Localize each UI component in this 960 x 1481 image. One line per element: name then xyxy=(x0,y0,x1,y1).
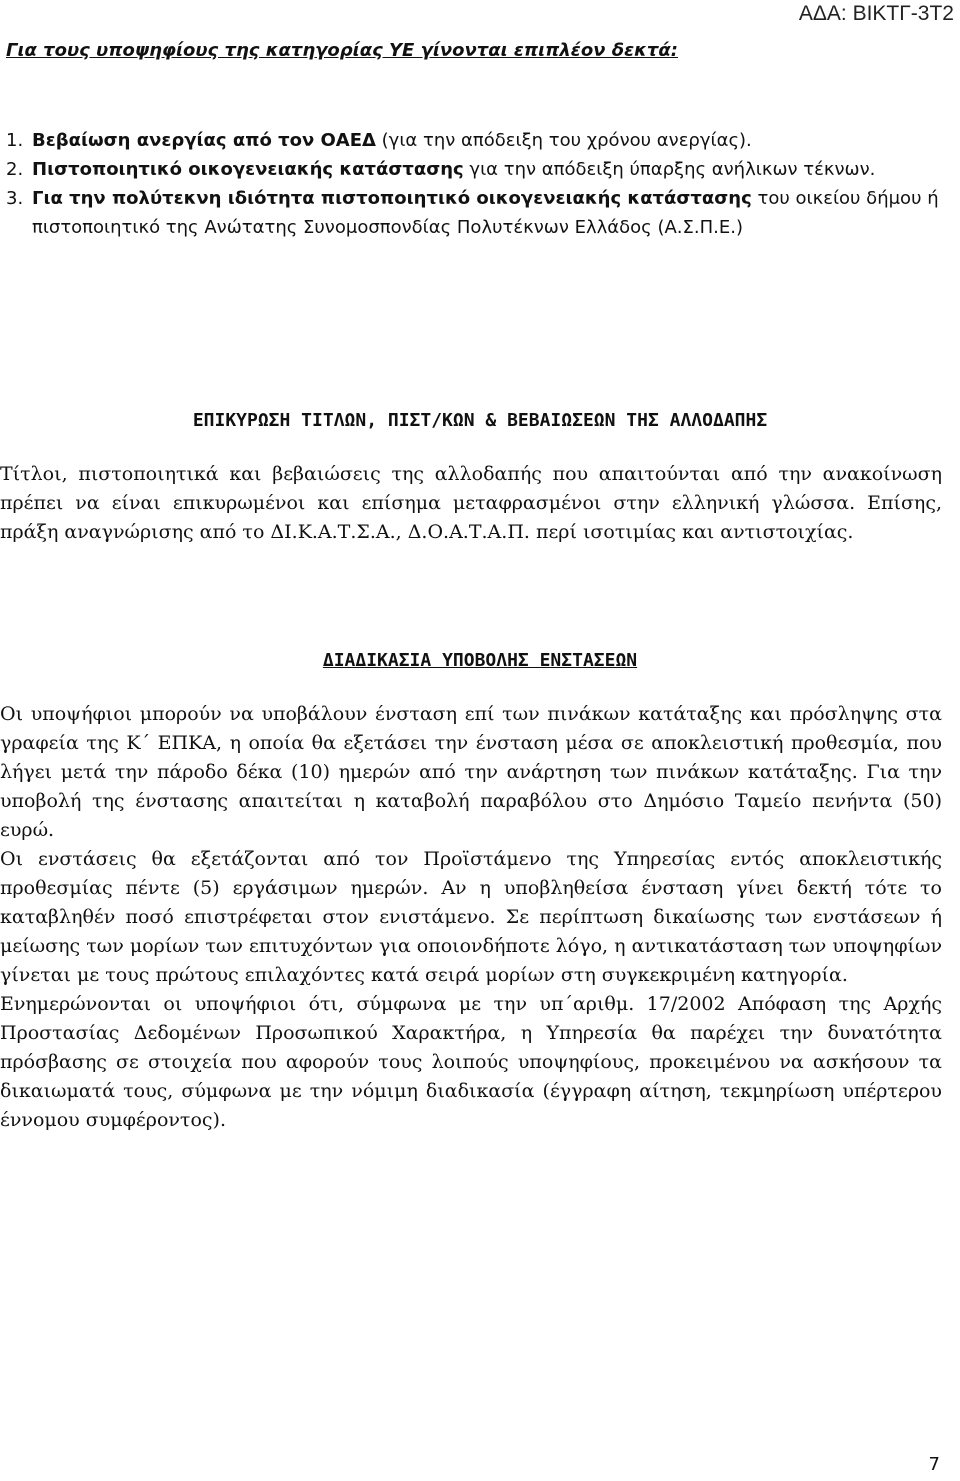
list-item-number: 1. xyxy=(6,130,24,151)
intro-heading: Για τους υποψηφίους της κατηγορίας ΥΕ γίνονται επιπλέον δεκτά: xyxy=(6,40,678,61)
list-item xyxy=(6,155,941,184)
page-number: 7 xyxy=(928,1454,940,1475)
list-item-bold: Για την πολύτεκνη ιδιότητα πιστοποιητικό οικογενειακής κατάστασης xyxy=(32,188,752,209)
list-item-text: για την απόδειξη ύπαρξης ανήλικων τέκνων. xyxy=(463,159,876,180)
list-item-bold: Βεβαίωση ανεργίας από τον ΟΑΕΔ xyxy=(32,130,376,151)
list-item xyxy=(6,184,941,242)
ada-code: ΑΔΑ: ΒΙΚΤΓ-3Τ2 xyxy=(798,2,954,25)
objection-paragraph: Οι ενστάσεις θα εξετάζονται από τον Προϊστάμενο της Υπηρεσίας εντός αποκλειστικής προθεσμίας πέντε (5) εργάσιμων ημερών. Αν η υποβληθείσα ένσταση γίνει δεκτή τότε το καταβληθέν ποσό επιστρέφεται στον ενιστάμενο. Σε περίπτωση δικαίωσης των ενστάσεων ή μείωσης των μορίων των επιτυχόντων για οποιονδήποτε λόγο, η αντικατάσταση των υποψηφίων γίνεται με τους πρώτους επιλαχόντες κατά σειρά μορίων στη συγκεκριμένη κατηγορία. xyxy=(0,848,942,986)
list-item-text: (για την απόδειξη του χρόνου ανεργίας). xyxy=(375,130,752,151)
foreign-section-text: Τίτλοι, πιστοποιητικά και βεβαιώσεις της αλλοδαπής που απαιτούνται από την ανακοίνωση πρέπει να είναι επικυρωμένοι και επίσημα μεταφρασμένοι στην ελληνική γλώσσα. Επίσης, πράξη αναγνώρισης από το ΔΙ.Κ.Α.Τ.Σ.Α., Δ.Ο.Α.Τ.Α.Π. περί ισοτιμίας και αντιστοιχίας. xyxy=(0,463,942,543)
foreign-section-title: ΕΠΙΚΥΡΩΣΗ ΤΙΤΛΩΝ, ΠΙΣΤ/ΚΩΝ & ΒΕΒΑΙΩΣΕΩΝ ΤΗΣ ΑΛΛΟΔΑΠΗΣ xyxy=(192,410,768,431)
objection-section-body xyxy=(0,700,942,1135)
list-item-text: του οικείου δήμου ή πιστοποιητικό της Ανώτατης Συνομοσπονδίας Πολυτέκνων Ελλάδος (Α.Σ.Π.Ε.) xyxy=(32,188,939,238)
list-item-bold: Πιστοποιητικό οικογενειακής κατάστασης xyxy=(32,159,464,180)
objection-paragraph: Οι υποψήφιοι μπορούν να υποβάλουν ένσταση επί των πινάκων κατάταξης και πρόσληψης στα γραφεία της Κ΄ ΕΠΚΑ, η οποία θα εξετάσει την ένσταση μέσα σε αποκλειστική προθεσμία, που λήγει μετά την πάροδο δέκα (10) ημερών από την ανάρτηση των πινάκων κατάταξης. Για την υποβολή της ένστασης απαιτείται η καταβολή παραβόλου στο Δημόσιο Ταμείο πενήντα (50) ευρώ. xyxy=(0,703,942,841)
list-item-number: 3. xyxy=(6,188,24,209)
objection-paragraph: Ενημερώνονται οι υποψήφιοι ότι, σύμφωνα με την υπ΄αριθμ. 17/2002 Απόφαση της Αρχής Προστασίας Δεδομένων Προσωπικού Χαρακτήρα, η Υπηρεσία θα παρέχει την δυνατότητα πρόσβασης σε στοιχεία που αφορούν τους λοιπούς υποψηφίους, προκειμένου να ασκήσουν τα δικαιωματά τους, σύμφωνα με την νόμιμη διαδικασία (έγγραφη αίτηση, τεκμηρίωση υπέρτερου έννομου συμφέροντος). xyxy=(0,993,942,1131)
objection-section-title: ΔΙΑΔΙΚΑΣΙΑ ΥΠΟΒΟΛΗΣ ΕΝΣΤΑΣΕΩΝ xyxy=(322,650,638,671)
list-item xyxy=(6,126,941,155)
document-list xyxy=(6,126,941,242)
list-item-number: 2. xyxy=(6,159,24,180)
